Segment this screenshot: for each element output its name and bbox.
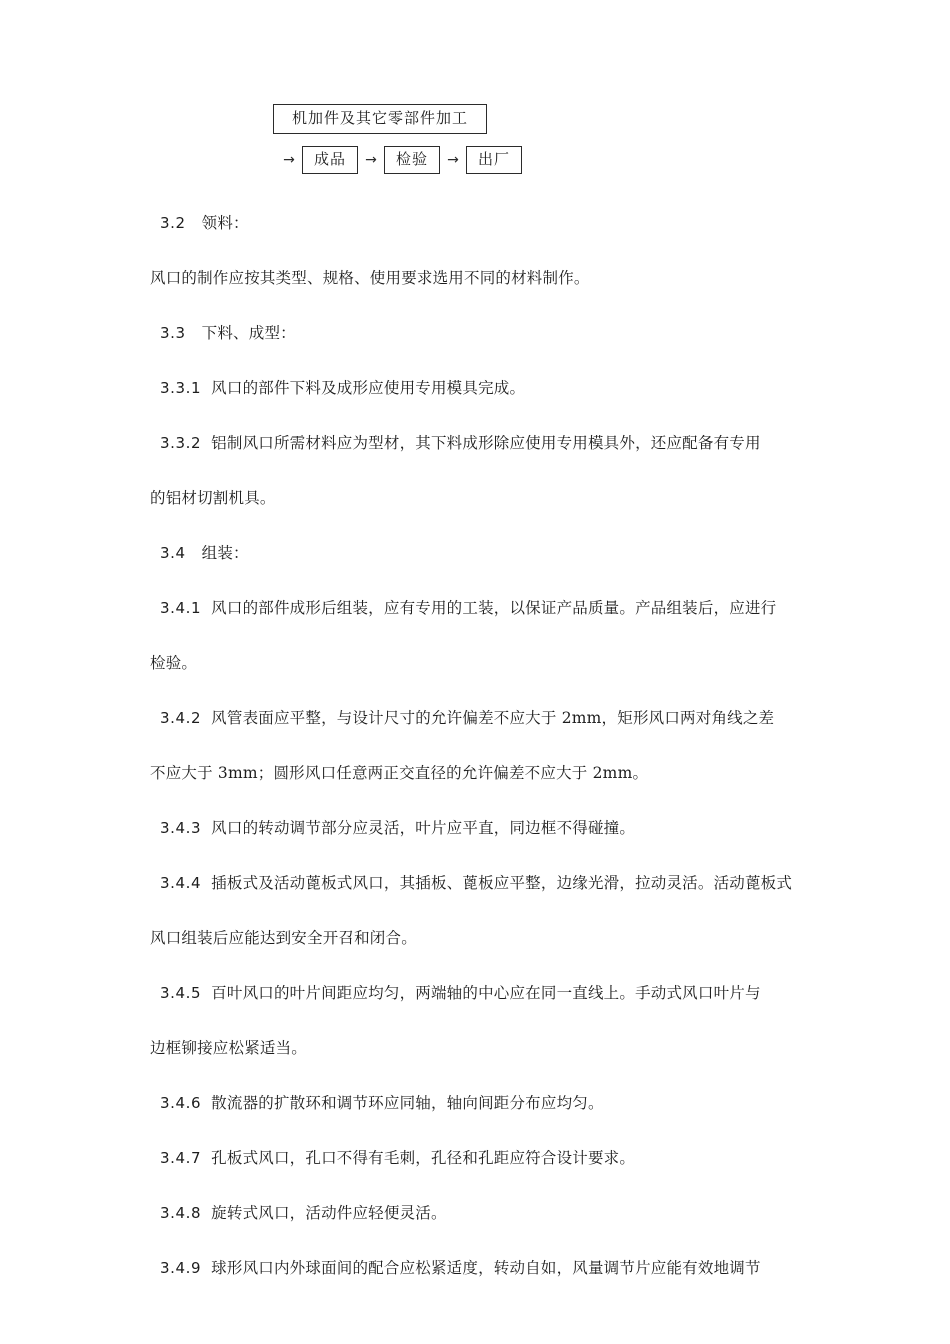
number-text-gap [186, 196, 202, 251]
paragraph-continuation-line [0, 1021, 950, 1076]
paragraph-text: 孔板式风口，孔口不得有毛刺，孔径和孔距应符合设计要求。 [211, 1149, 636, 1167]
paragraph-text: 插板式及活动蓖板式风口，其插板、蓖板应平整，边缘光滑，拉动灵活。活动蓖板式 [211, 874, 793, 892]
flowchart-box-finished-product: 成品 [302, 146, 358, 174]
flowchart-box-shipment: 出厂 [466, 146, 522, 174]
paragraph-number: 3.4.6 [160, 1094, 202, 1112]
paragraph-continuation-line [0, 911, 950, 966]
arrow-right-icon-0: → [283, 152, 295, 168]
paragraph-continuation-line [0, 636, 950, 691]
production-process-flowchart [0, 104, 950, 174]
number-text-gap [201, 966, 211, 1021]
number-text-gap [201, 581, 211, 636]
number-text-gap [201, 416, 211, 471]
paragraph-number: 3.4.1 [160, 599, 202, 617]
paragraph-number: 3.2 [160, 214, 186, 232]
paragraph-text: 不应大于 3mm；圆形风口任意两正交直径的允许偏差不应大于 2mm。 [150, 764, 649, 782]
paragraph-text: 铝制风口所需材料应为型材，其下料成形除应使用专用模具外，还应配备有专用 [211, 434, 761, 452]
flowchart-row-top [0, 104, 950, 134]
number-text-gap [201, 1131, 211, 1186]
paragraph-3-4 [0, 526, 950, 581]
paragraph-3-4-2 [0, 691, 950, 746]
paragraph-number: 3.4 [160, 544, 186, 562]
paragraph-3-4-8 [0, 1186, 950, 1241]
paragraph-3-4-6 [0, 1076, 950, 1131]
paragraph-number: 3.4.2 [160, 709, 202, 727]
arrow-right-icon-1: → [365, 152, 377, 168]
paragraph-text: 边框铆接应松紧适当。 [150, 1039, 308, 1057]
paragraph-text: 组装： [201, 544, 249, 562]
number-text-gap [186, 526, 202, 581]
paragraph-text: 风口组装后应能达到安全开召和闭合。 [150, 929, 417, 947]
paragraph-3-4-4 [0, 856, 950, 911]
paragraph-text: 风管表面应平整，与设计尺寸的允许偏差不应大于 2mm，矩形风口两对角线之差 [211, 709, 775, 727]
paragraph-text: 风口的部件下料及成形应使用专用模具完成。 [211, 379, 526, 397]
number-text-gap [186, 306, 202, 361]
paragraph-number: 3.3.2 [160, 434, 202, 452]
paragraph-number: 3.3.1 [160, 379, 202, 397]
paragraph-number: 3.4.7 [160, 1149, 202, 1167]
paragraph-number: 3.3 [160, 324, 186, 342]
paragraph-text: 散流器的扩散环和调节环应同轴，轴向间距分布应均匀。 [211, 1094, 604, 1112]
paragraph-text: 风口的转动调节部分应灵活，叶片应平直，同边框不得碰撞。 [211, 819, 636, 837]
paragraph-text: 球形风口内外球面间的配合应松紧适度，转动自如，风量调节片应能有效地调节 [211, 1259, 761, 1277]
paragraph-text: 下料、成型： [201, 324, 296, 342]
paragraph-3-4-9 [0, 1241, 950, 1296]
flowchart-box-machined-parts: 机加件及其它零部件加工 [273, 104, 487, 134]
paragraph-number: 3.4.9 [160, 1259, 202, 1277]
paragraph-3-4-1 [0, 581, 950, 636]
paragraph-text: 检验。 [150, 654, 198, 672]
number-text-gap [201, 856, 211, 911]
paragraph-text: 的铝材切割机具。 [150, 489, 276, 507]
paragraph-body-text [0, 251, 950, 306]
paragraph-3-3-2 [0, 416, 950, 471]
paragraph-text: 领料： [201, 214, 249, 232]
paragraph-number: 3.4.5 [160, 984, 202, 1002]
paragraph-3-4-3 [0, 801, 950, 856]
paragraph-3-3-1 [0, 361, 950, 416]
paragraph-3-2 [0, 196, 950, 251]
paragraph-3-4-7 [0, 1131, 950, 1186]
flowchart-row-bottom [0, 146, 950, 174]
document-body [0, 196, 950, 1296]
number-text-gap [201, 1186, 211, 1241]
number-text-gap [201, 1076, 211, 1131]
paragraph-3-4-5 [0, 966, 950, 1021]
paragraph-number: 3.4.3 [160, 819, 202, 837]
flowchart-box-inspection: 检验 [384, 146, 440, 174]
paragraph-text: 风口的制作应按其类型、规格、使用要求选用不同的材料制作。 [150, 269, 590, 287]
paragraph-number: 3.4.8 [160, 1204, 202, 1222]
arrow-right-icon-2: → [447, 152, 459, 168]
paragraph-3-3 [0, 306, 950, 361]
paragraph-text: 旋转式风口，活动件应轻便灵活。 [211, 1204, 447, 1222]
paragraph-text: 风口的部件成形后组装，应有专用的工装，以保证产品质量。产品组装后，应进行 [211, 599, 777, 617]
number-text-gap [201, 361, 211, 416]
paragraph-continuation-line [0, 746, 950, 801]
paragraph-text: 百叶风口的叶片间距应均匀，两端轴的中心应在同一直线上。手动式风口叶片与 [211, 984, 761, 1002]
number-text-gap [201, 691, 211, 746]
number-text-gap [201, 801, 211, 856]
number-text-gap [201, 1241, 211, 1296]
paragraph-number: 3.4.4 [160, 874, 202, 892]
paragraph-continuation-line [0, 471, 950, 526]
